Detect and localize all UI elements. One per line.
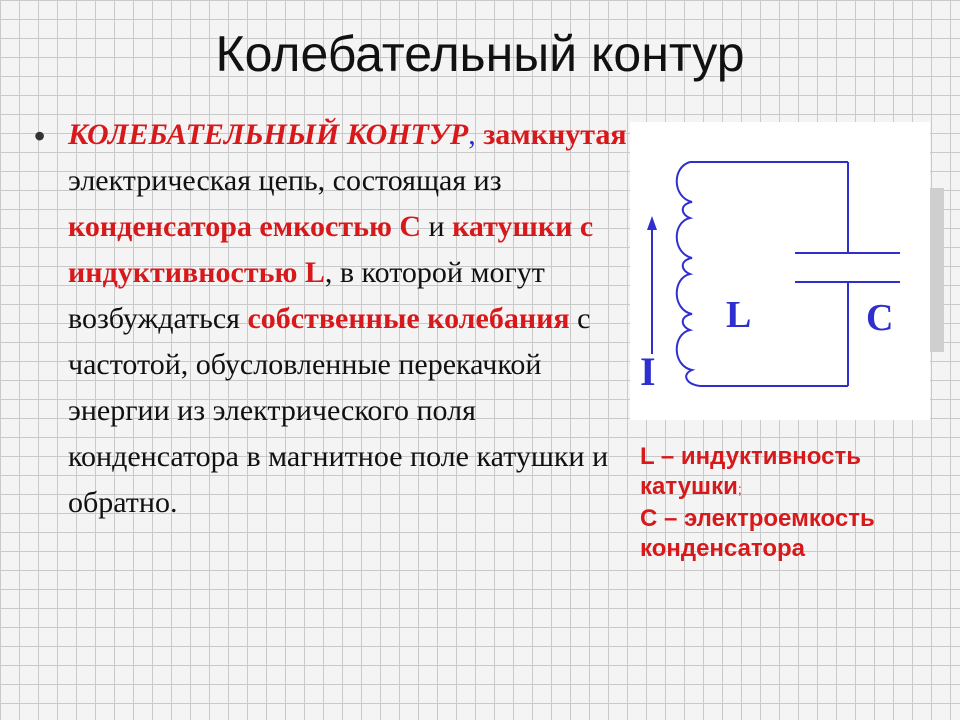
capacitor-label: C [866, 297, 894, 339]
circuit-diagram [630, 122, 930, 420]
definition-closed: замкнутая [483, 118, 627, 151]
definition-term: КОЛЕБАТЕЛЬНЫЙ КОНТУР [68, 118, 469, 151]
definition-inductor: катушки с индуктивностью L [68, 210, 594, 289]
definition-natural-oscillations: собственные колебания [247, 302, 570, 335]
circuit-svg [630, 122, 930, 420]
definition-comma: , [468, 118, 476, 151]
slide-title: Колебательный контур [215, 26, 745, 82]
current-label: I [640, 349, 656, 394]
legend-inductance-punct: ; [737, 481, 742, 497]
definition-capacitor: конденсатора емкостью С [68, 210, 422, 243]
legend-inductance-text: L – индуктивность катушки [640, 443, 862, 500]
current-arrow-head [647, 216, 657, 230]
definition-text-2: и [421, 210, 453, 243]
diagram-panel-shadow [930, 188, 944, 352]
legend-inductance [640, 442, 950, 504]
definition-text-1: электрическая цепь, состоящая из [68, 164, 502, 197]
inductor-label: L [726, 294, 752, 336]
bullet-dot: • [34, 118, 46, 154]
inductor-coil [677, 162, 700, 386]
definition-text-4: с частотой, обусловленные перекачкой энергии из электрического поля конденсатора в магнитное поле катушки и обратно. [68, 302, 609, 519]
legend-capacitance: С – электроемкость конденсатора [640, 505, 875, 562]
definition-paragraph [68, 112, 628, 526]
definition-text-3: , в которой могут возбуждаться [68, 256, 545, 335]
legend [640, 442, 950, 564]
